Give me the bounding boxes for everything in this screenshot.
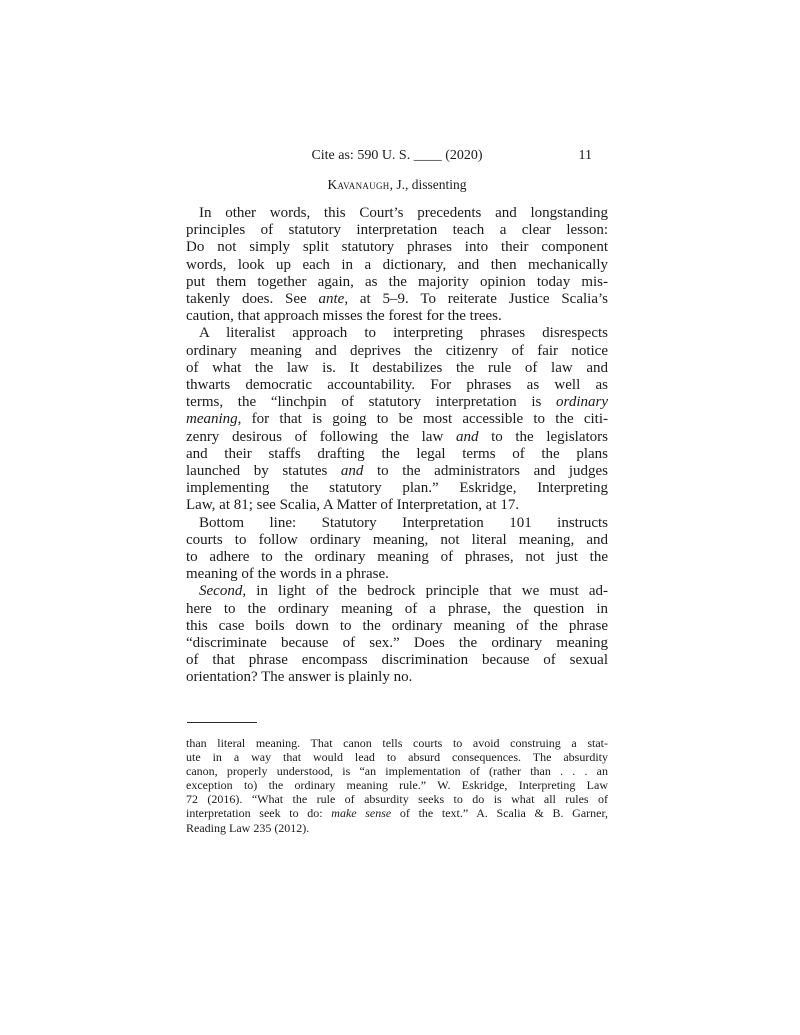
text-run: zenry desirous of following the law [186, 428, 456, 445]
text-line [186, 583, 608, 600]
text-line [186, 222, 608, 239]
text-line [186, 792, 608, 806]
text-line [186, 463, 608, 480]
text-line [186, 480, 608, 497]
paragraph [186, 325, 608, 514]
paragraph [186, 515, 608, 584]
paragraph [186, 583, 608, 686]
text-run: , at 5–9. To reiterate Justice Scalia’s [344, 291, 608, 308]
text-run: and their staffs drafting the legal terms of the plans [186, 445, 608, 462]
text-run: Bottom line: Statutory Interpretation 101 instructs [199, 514, 608, 531]
text-run: of that phrase encompass discrimination because of sexual [186, 652, 608, 669]
text-line [186, 411, 608, 428]
text-line [186, 257, 608, 274]
text-run: “discriminate because of sex.” Does the ordinary meaning [186, 635, 608, 652]
text-line [186, 601, 608, 618]
text-run: to the administrators and judges [363, 463, 608, 480]
text-run: of the text.” A. Scalia & B. Garner, [391, 806, 609, 821]
text-line [186, 750, 608, 764]
text-line [186, 394, 608, 411]
text-run: implementing the statutory plan.” Eskridge, Interpreting [186, 480, 608, 497]
text-line [186, 497, 608, 514]
text-line [186, 806, 608, 820]
text-line [186, 778, 608, 792]
text-line [186, 566, 608, 583]
text-run: this case boils down to the ordinary meaning of the phrase [186, 617, 608, 634]
text-run: than literal meaning. That canon tells courts to avoid construing a stat- [186, 736, 608, 750]
text-run: make sense [331, 806, 392, 821]
text-run: A literalist approach to interpreting phrases disrespects [199, 325, 608, 342]
text-run: and [340, 463, 364, 480]
text-line [186, 325, 608, 342]
text-line [186, 635, 608, 652]
text-line [186, 429, 608, 446]
text-line [186, 291, 608, 308]
text-run: exception to) the ordinary meaning rule.” W. Eskridge, Interpreting Law [186, 778, 608, 793]
text-run: Cite as: 590 U. S. ____ (2020) [311, 148, 483, 163]
text-line [186, 446, 608, 463]
text-run: ordinary [556, 394, 608, 411]
text-run: put them together again, as the majority opinion today mis- [186, 273, 608, 290]
text-line [186, 618, 608, 635]
text-run: In other words, this Court’s precedents and longstanding [199, 205, 608, 221]
text-run: caution, that approach misses the forest for the trees. [186, 308, 502, 325]
text-line [186, 515, 608, 532]
text-line [186, 308, 608, 325]
running-head [186, 148, 608, 164]
text-run: , in light of the bedrock principle that we must ad- [242, 583, 608, 600]
text-run: Law, at 81; see Scalia, A Matter of Interpretation, at 17. [186, 497, 520, 514]
text-run: ordinary meaning and deprives the citizenry of fair notice [186, 342, 608, 359]
text-run: Second [199, 583, 243, 600]
text-run: and [455, 428, 479, 445]
text-run: interpretation seek to do: [186, 806, 332, 821]
text-run: courts to follow ordinary meaning, not literal meaning, and [186, 531, 608, 548]
text-run: , for that is going to be most accessible to the citi- [237, 411, 608, 428]
text-run: orientation? The answer is plainly no. [186, 669, 413, 686]
text-run: of what the law is. It destabilizes the rule of law and [186, 359, 608, 376]
text-run: ante [318, 291, 345, 308]
text-line [186, 377, 608, 394]
citation-line [186, 148, 608, 164]
text-line [186, 821, 608, 835]
text-run: Reading Law 235 (2012). [186, 820, 310, 835]
text-run: to adhere to the ordinary meaning of phrases, not just the [186, 549, 608, 566]
text-line [186, 343, 608, 360]
text-line [186, 549, 608, 566]
text-run: here to the ordinary meaning of a phrase, the question in [186, 600, 608, 617]
text-line [186, 205, 608, 222]
text-run: 72 (2016). “What the rule of absurdity seeks to do is what all rules of [186, 792, 608, 807]
text-line [186, 274, 608, 291]
text-line [186, 652, 608, 669]
paragraph [186, 205, 608, 325]
opinion-attribution [186, 177, 608, 192]
opinion-body [186, 205, 608, 687]
text-run: , J., dissenting [389, 177, 467, 192]
text-line [186, 360, 608, 377]
text-run: Kavanaugh [327, 177, 390, 192]
text-line [186, 669, 608, 686]
text-run: meaning [186, 411, 238, 428]
text-line [186, 239, 608, 256]
text-run: launched by statutes [186, 463, 341, 480]
text-run: terms, the “linchpin of statutory interpretation is [186, 394, 557, 411]
text-run: to the legislators [478, 428, 608, 445]
text-run: principles of statutory interpretation teach a clear lesson: [186, 222, 608, 239]
footnote [186, 736, 608, 835]
text-run: ute in a way that would lead to absurd consequences. The absurdity [186, 750, 608, 765]
text-run: takenly does. See [186, 291, 319, 308]
page-number: 11 [578, 148, 592, 163]
text-run: words, look up each in a dictionary, and then mechanically [186, 256, 608, 273]
text-run: Do not simply split statutory phrases into their component [186, 239, 608, 256]
text-run: thwarts democratic accountability. For phrases as well as [186, 377, 608, 394]
text-run: meaning of the words in a phrase. [186, 566, 389, 583]
footnote-separator [187, 722, 257, 723]
text-line [186, 736, 608, 750]
text-line [186, 532, 608, 549]
text-run: canon, properly understood, is “an implementation of (rather than . . . an [186, 764, 608, 779]
text-line [186, 764, 608, 778]
